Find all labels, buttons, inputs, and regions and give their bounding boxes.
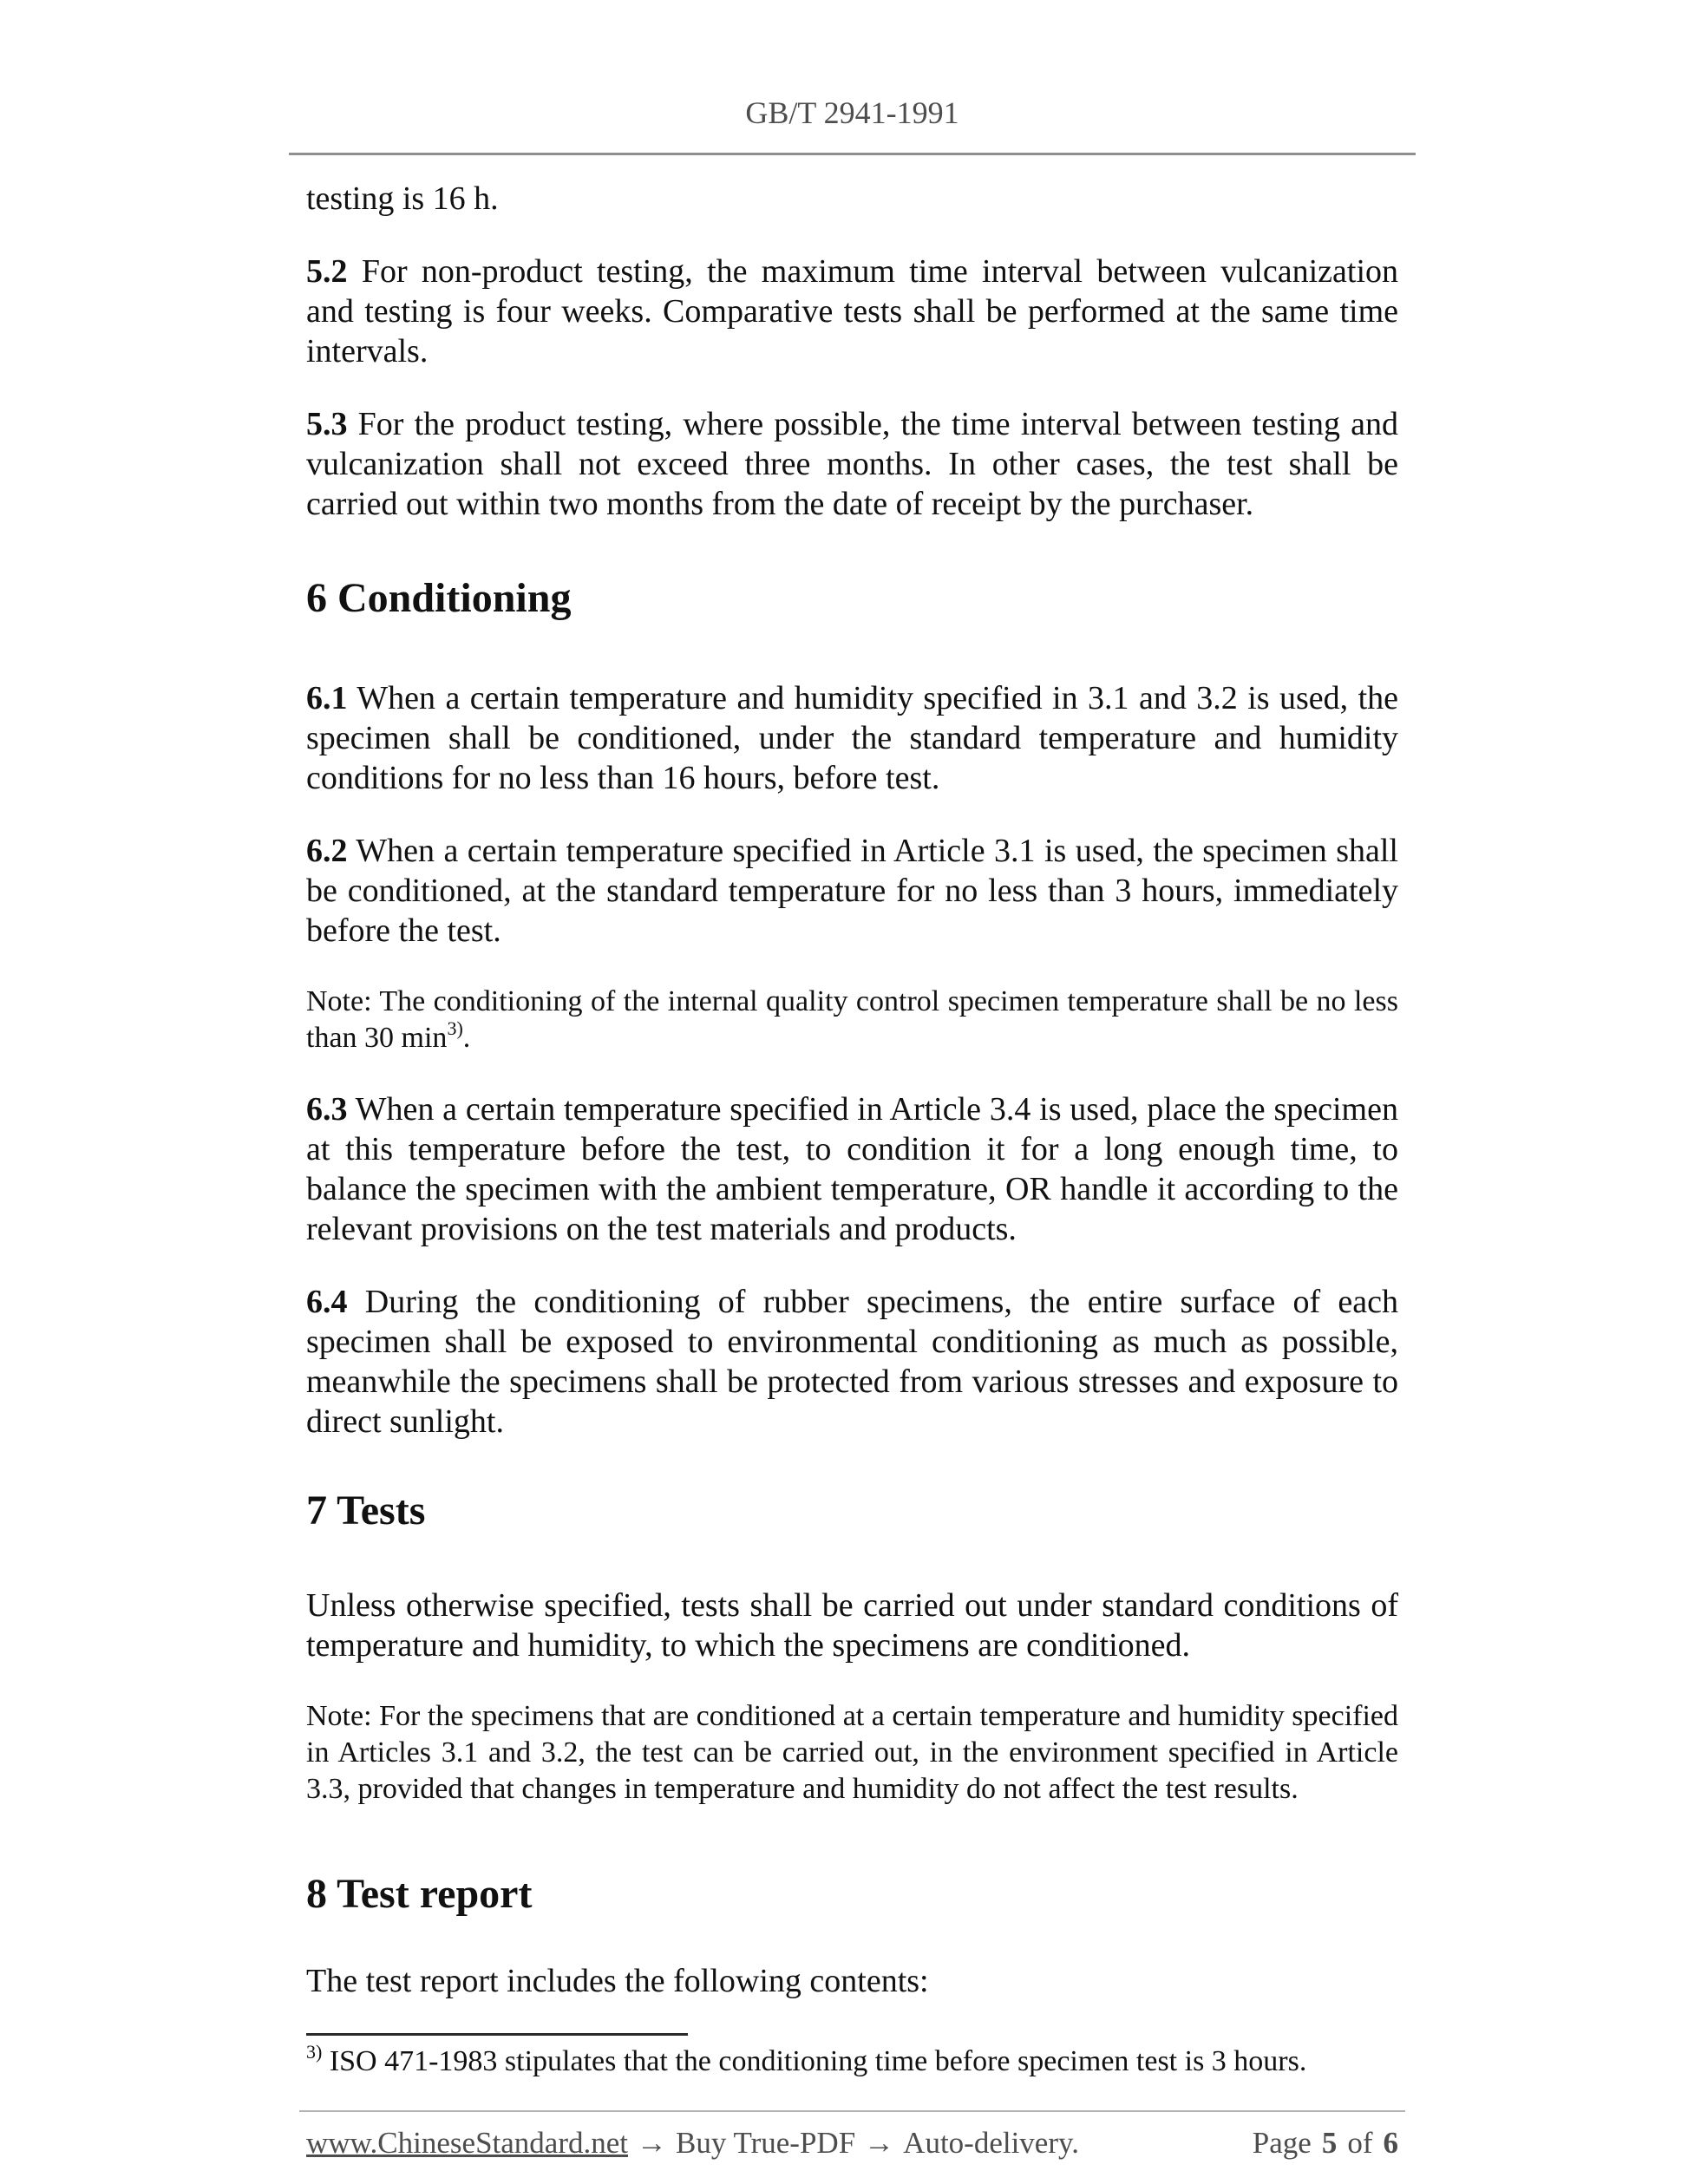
footnote-reference-3: 3) — [447, 1017, 463, 1039]
document-body — [306, 179, 1398, 2001]
paragraph-6-2 — [306, 831, 1398, 951]
note-6-2-period: . — [462, 1022, 471, 1054]
page-header — [306, 0, 1398, 155]
paragraph-5-1-continuation: testing is 16 h. — [306, 180, 499, 217]
section-number-6-3: 6.3 — [306, 1091, 348, 1128]
footnote-text: ISO 471-1983 stipulates that the conditioning time before specimen test is 3 hours. — [322, 2045, 1307, 2077]
section-number-5-2: 5.2 — [306, 253, 348, 290]
section-number-5-3: 5.3 — [306, 406, 348, 442]
paragraph-6-4-text: During the conditioning of rubber specimens, the entire surface of each specimen shall be exposed to environmental conditioning as much as possible, meanwhile the specimens shall be protected from various stresses and exposure to direct sunlight. — [306, 1284, 1399, 1440]
footnote-marker: 3) — [306, 2041, 323, 2063]
of-word: of — [1347, 2126, 1373, 2160]
heading-test-report: 8 Test report — [306, 1871, 533, 1917]
heading-conditioning: 6 Conditioning — [306, 575, 572, 621]
section-number-6-2: 6.2 — [306, 833, 348, 869]
buy-true-pdf-label: Buy True-PDF — [676, 2126, 856, 2160]
auto-delivery-label: Auto-delivery. — [903, 2126, 1079, 2160]
footnote-3 — [306, 2043, 1398, 2081]
footer-left — [306, 2124, 1079, 2162]
footnote-separator — [306, 2033, 688, 2036]
paragraph-7-intro: Unless otherwise specified, tests shall be carried out under standard conditions of temperature and humidity, to which the specimens are conditioned. — [306, 1587, 1398, 1664]
note-6-2 — [306, 984, 1398, 1056]
paragraph-6-1 — [306, 678, 1398, 798]
page-word: Page — [1252, 2126, 1312, 2160]
note-7: Note: For the specimens that are conditioned at a certain temperature and humidity specified in Articles 3.1 and 3.2, the test can be carried out, in the environment specified in Article 3.3, provided that changes in temperature and humidity do not affect the test results. — [306, 1700, 1398, 1805]
paragraph-6-3-text: When a certain temperature specified in Article 3.4 is used, place the specimen at this temperature before the test, to condition it for a long enough time, to balance the specimen with the ambient temperature, OR handle it according to the relevant provisions on the test materials and products. — [306, 1091, 1398, 1247]
paragraph-8-intro: The test report includes the following contents: — [306, 1963, 929, 1999]
standard-code-header: GB/T 2941-1991 — [745, 95, 959, 130]
note-6-2-text: Note: The conditioning of the internal quality control specimen temperature shall be no less than 30 min — [306, 985, 1398, 1054]
section-number-6-4: 6.4 — [306, 1284, 348, 1320]
paragraph-6-1-text: When a certain temperature and humidity specified in 3.1 and 3.2 is used, the specimen shall be conditioned, under the standard temperature and humidity conditions for no less than 16 hours, before test. — [306, 680, 1398, 796]
page-footer — [306, 2124, 1398, 2162]
paragraph-6-3 — [306, 1089, 1398, 1249]
total-page-number: 6 — [1383, 2126, 1398, 2160]
paragraph-5-2 — [306, 252, 1398, 371]
arrow-icon: → — [637, 2126, 667, 2160]
header-rule — [289, 153, 1416, 155]
document-page — [306, 0, 1398, 2162]
paragraph-6-4 — [306, 1282, 1398, 1442]
website-link[interactable]: www.ChineseStandard.net — [306, 2126, 628, 2160]
heading-tests: 7 Tests — [306, 1488, 426, 1533]
footer-rule — [299, 2110, 1405, 2112]
paragraph-6-2-text: When a certain temperature specified in Article 3.1 is used, the specimen shall be conditioned, at the standard temperature for no less than 3 hours, immediately before the test. — [306, 833, 1398, 949]
paragraph-5-3 — [306, 404, 1398, 524]
paragraph-5-2-text: For non-product testing, the maximum time interval between vulcanization and testing is four weeks. Comparative tests shall be performed at the same time intervals. — [306, 253, 1399, 369]
current-page-number: 5 — [1321, 2126, 1338, 2160]
arrow-icon: → — [864, 2126, 895, 2160]
page-indicator — [1253, 2124, 1398, 2162]
section-number-6-1: 6.1 — [306, 680, 348, 716]
paragraph-5-3-text: For the product testing, where possible, the time interval between testing and vulcanization shall not exceed three months. In other cases, the test shall be carried out within two months from the date of receipt by the purchaser. — [306, 406, 1398, 522]
